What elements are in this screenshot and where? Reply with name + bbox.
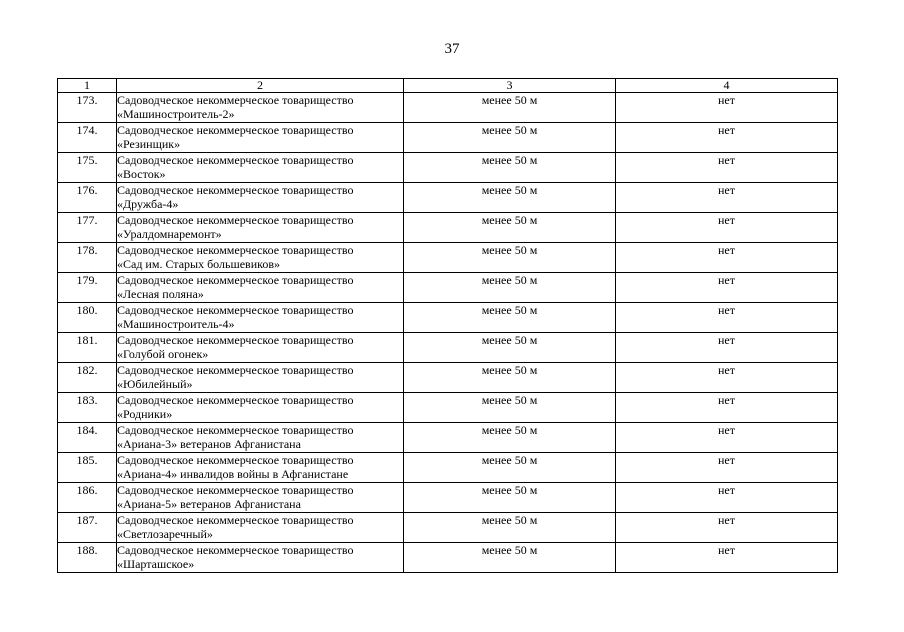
distance-value: менее 50 м (404, 213, 616, 243)
row-number: 177. (58, 213, 117, 243)
flag-value: нет (616, 93, 838, 123)
organization-name (117, 363, 404, 393)
organization-title: «Ариана-4» инвалидов войны в Афганистане (117, 467, 349, 481)
table-row (58, 303, 838, 333)
organization-title: «Резинщик» (117, 137, 181, 151)
distance-value: менее 50 м (404, 393, 616, 423)
table-row (58, 363, 838, 393)
flag-value: нет (616, 273, 838, 303)
organization-title: «Восток» (117, 167, 166, 181)
row-number: 176. (58, 183, 117, 213)
organization-type: Садоводческое некоммерческое товарищество (117, 93, 354, 107)
distance-value: менее 50 м (404, 93, 616, 123)
row-number: 174. (58, 123, 117, 153)
organization-type: Садоводческое некоммерческое товарищество (117, 483, 354, 497)
table-row (58, 393, 838, 423)
row-number: 173. (58, 93, 117, 123)
distance-value: менее 50 м (404, 513, 616, 543)
row-number: 185. (58, 453, 117, 483)
organization-title: «Светлозаречный» (117, 527, 213, 541)
distance-value: менее 50 м (404, 183, 616, 213)
organization-title: «Юбилейный» (117, 377, 193, 391)
organization-type: Садоводческое некоммерческое товарищество (117, 303, 354, 317)
organization-type: Садоводческое некоммерческое товарищество (117, 513, 354, 527)
flag-value: нет (616, 423, 838, 453)
header-col-4: 4 (616, 79, 838, 93)
organization-name (117, 93, 404, 123)
organization-type: Садоводческое некоммерческое товарищество (117, 453, 354, 467)
row-number: 182. (58, 363, 117, 393)
row-number: 178. (58, 243, 117, 273)
organization-title: «Родники» (117, 407, 173, 421)
organization-name (117, 153, 404, 183)
table-row (58, 453, 838, 483)
page-number: 37 (444, 41, 460, 57)
organization-type: Садоводческое некоммерческое товарищество (117, 153, 354, 167)
organization-type: Садоводческое некоммерческое товарищество (117, 333, 354, 347)
organization-name (117, 333, 404, 363)
distance-value: менее 50 м (404, 543, 616, 573)
row-number: 180. (58, 303, 117, 333)
organization-title: «Ариана-3» ветеранов Афганистана (117, 437, 301, 451)
organization-title: «Ариана-5» ветеранов Афганистана (117, 497, 301, 511)
distance-value: менее 50 м (404, 273, 616, 303)
row-number: 184. (58, 423, 117, 453)
row-number: 175. (58, 153, 117, 183)
header-col-3: 3 (404, 79, 616, 93)
flag-value: нет (616, 153, 838, 183)
row-number: 186. (58, 483, 117, 513)
row-number: 183. (58, 393, 117, 423)
flag-value: нет (616, 453, 838, 483)
organization-title: «Голубой огонек» (117, 347, 209, 361)
flag-value: нет (616, 543, 838, 573)
flag-value: нет (616, 333, 838, 363)
organization-name (117, 543, 404, 573)
row-number: 188. (58, 543, 117, 573)
table-row (58, 243, 838, 273)
flag-value: нет (616, 513, 838, 543)
organization-name (117, 243, 404, 273)
distance-value: менее 50 м (404, 243, 616, 273)
flag-value: нет (616, 303, 838, 333)
organization-name (117, 453, 404, 483)
header-col-1: 1 (58, 79, 117, 93)
flag-value: нет (616, 483, 838, 513)
row-number: 179. (58, 273, 117, 303)
table-row (58, 483, 838, 513)
organization-type: Садоводческое некоммерческое товарищество (117, 123, 354, 137)
distance-value: менее 50 м (404, 363, 616, 393)
flag-value: нет (616, 123, 838, 153)
table-row (58, 183, 838, 213)
table-row (58, 513, 838, 543)
organization-title: «Машиностроитель-4» (117, 317, 235, 331)
organization-title: «Уралдомнаремонт» (117, 227, 222, 241)
distance-value: менее 50 м (404, 153, 616, 183)
row-number: 181. (58, 333, 117, 363)
distance-value: менее 50 м (404, 423, 616, 453)
organization-name (117, 213, 404, 243)
table-row (58, 543, 838, 573)
data-table (57, 78, 838, 573)
organization-type: Садоводческое некоммерческое товарищество (117, 423, 354, 437)
table-row (58, 153, 838, 183)
distance-value: менее 50 м (404, 483, 616, 513)
flag-value: нет (616, 183, 838, 213)
header-row (58, 79, 838, 93)
organization-name (117, 273, 404, 303)
organization-name (117, 303, 404, 333)
distance-value: менее 50 м (404, 123, 616, 153)
flag-value: нет (616, 243, 838, 273)
distance-value: менее 50 м (404, 333, 616, 363)
organization-type: Садоводческое некоммерческое товарищество (117, 363, 354, 377)
table-row (58, 273, 838, 303)
organization-type: Садоводческое некоммерческое товарищество (117, 543, 354, 557)
organization-type: Садоводческое некоммерческое товарищество (117, 393, 354, 407)
flag-value: нет (616, 363, 838, 393)
distance-value: менее 50 м (404, 303, 616, 333)
organization-type: Садоводческое некоммерческое товарищество (117, 243, 354, 257)
flag-value: нет (616, 393, 838, 423)
organization-title: «Лесная поляна» (117, 287, 204, 301)
organization-title: «Шарташское» (117, 557, 195, 571)
table-row (58, 423, 838, 453)
row-number: 187. (58, 513, 117, 543)
organization-type: Садоводческое некоммерческое товарищество (117, 213, 354, 227)
table-row (58, 213, 838, 243)
organization-name (117, 513, 404, 543)
organization-name (117, 423, 404, 453)
organization-name (117, 123, 404, 153)
table-row (58, 333, 838, 363)
distance-value: менее 50 м (404, 453, 616, 483)
header-col-2: 2 (117, 79, 404, 93)
organization-type: Садоводческое некоммерческое товарищество (117, 273, 354, 287)
table-header (58, 79, 838, 93)
organization-name (117, 183, 404, 213)
table-row (58, 123, 838, 153)
table-body (58, 93, 838, 573)
organization-title: «Сад им. Старых большевиков» (117, 257, 281, 271)
organization-title: «Дружба-4» (117, 197, 179, 211)
organization-title: «Машиностроитель-2» (117, 107, 235, 121)
organization-type: Садоводческое некоммерческое товарищество (117, 183, 354, 197)
flag-value: нет (616, 213, 838, 243)
organization-name (117, 393, 404, 423)
table-row (58, 93, 838, 123)
organization-name (117, 483, 404, 513)
